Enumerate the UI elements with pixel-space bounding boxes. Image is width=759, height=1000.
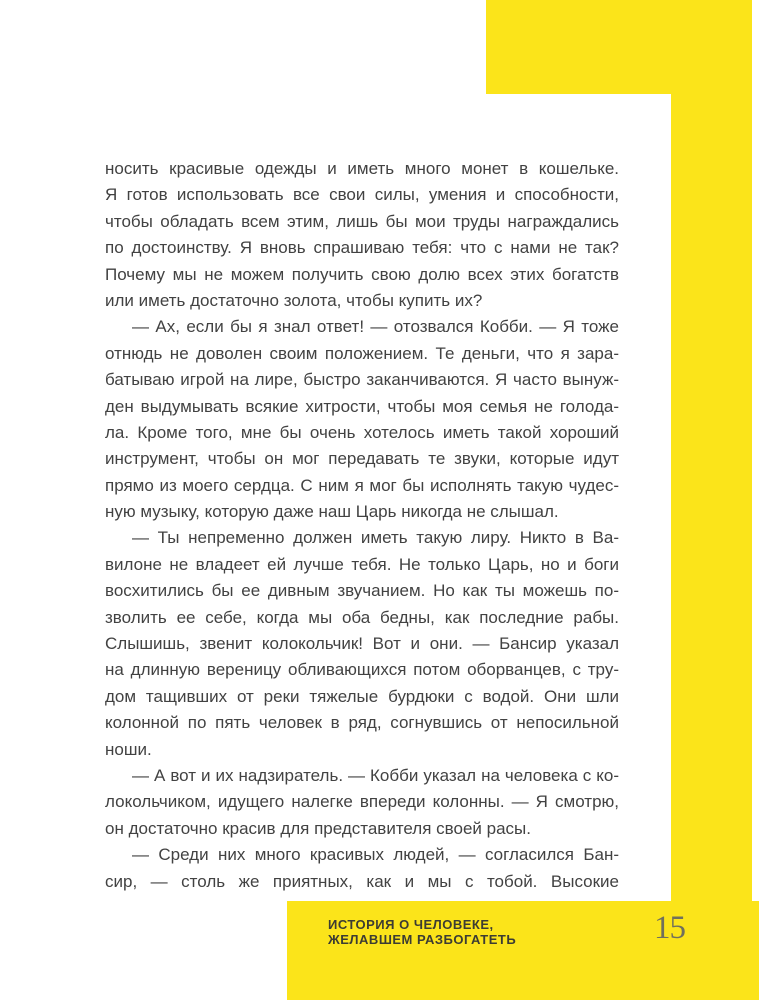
text-line: — Среди них много красивых людей, — согласился Бан- xyxy=(132,845,619,865)
text-line: инструмент, чтобы он мог передавать те звуки, которые идут xyxy=(105,449,619,469)
text-line: — Ах, если бы я знал ответ! — отозвался Кобби. — Я тоже xyxy=(132,317,619,337)
text-line: на длинную вереницу обливающихся потом оборванцев, с тру- xyxy=(105,660,619,680)
running-chapter-title xyxy=(328,917,558,947)
text-line: чтобы обладать всем этим, лишь бы мои труды награждались xyxy=(105,211,619,231)
text-line: — Ты непременно должен иметь такую лиру. Никто в Ва- xyxy=(132,528,619,548)
text-line: носить красивые одежды и иметь много монет в кошельке. xyxy=(105,159,619,178)
text-line: вилоне не владеет ей лучше тебя. Не только Царь, но и боги xyxy=(105,554,619,574)
body-text xyxy=(105,156,619,895)
text-line: ноши. xyxy=(105,739,152,759)
text-line: восхитились бы ее дивным звучанием. Но как ты можешь по- xyxy=(105,581,619,601)
text-line: по достоинству. Я вновь спрашиваю тебя: что с нами не так? xyxy=(105,238,619,258)
text-line: зволить ее себе, когда мы оба бедны, как последние рабы. xyxy=(105,607,619,627)
text-line: Почему мы не можем получить свою долю всех этих богатств xyxy=(105,264,619,284)
chapter-title-line-2: ЖЕЛАВШЕМ РАЗБОГАТЕТЬ xyxy=(328,932,517,947)
right-accent-strip xyxy=(671,0,752,901)
text-line: ла. Кроме того, мне бы очень хотелось иметь такой хороший xyxy=(105,422,619,442)
text-line: Я готов использовать все свои силы, умения и способности, xyxy=(105,185,619,205)
text-line: колонной по пять человек в ряд, согнувшись от непосильной xyxy=(105,713,619,733)
chapter-title-line-1: ИСТОРИЯ О ЧЕЛОВЕКЕ, xyxy=(328,917,494,932)
text-line: прямо из моего сердца. С ним я мог бы исполнять такую чудес- xyxy=(105,475,619,495)
text-line: или иметь достаточно золота, чтобы купить их? xyxy=(105,290,483,310)
text-line: отнюдь не доволен своим положением. Те деньги, что я зара- xyxy=(105,343,619,363)
page-number: 15 xyxy=(654,910,685,946)
text-line: Слышишь, звенит колокольчик! Вот и они. — Бансир указал xyxy=(105,634,619,654)
text-line: сир, — столь же приятных, как и мы с тобой. Высокие xyxy=(105,871,619,891)
text-line: батываю игрой на лире, быстро заканчиваются. Я часто вынуж- xyxy=(105,370,619,390)
text-line: ную музыку, которую даже наш Царь никогда не слышал. xyxy=(105,502,559,522)
text-line: — А вот и их надзиратель. — Кобби указал на человека с ко- xyxy=(132,765,619,785)
text-line: дом тащивших от реки тяжелые бурдюки с водой. Они шли xyxy=(105,686,619,706)
text-line: ден выдумывать всякие хитрости, чтобы моя семья не голода- xyxy=(105,396,619,416)
text-line: локольчиком, идущего налегке впереди колонны. — Я смотрю, xyxy=(105,792,619,812)
text-line: он достаточно красив для представителя своей расы. xyxy=(105,818,531,838)
